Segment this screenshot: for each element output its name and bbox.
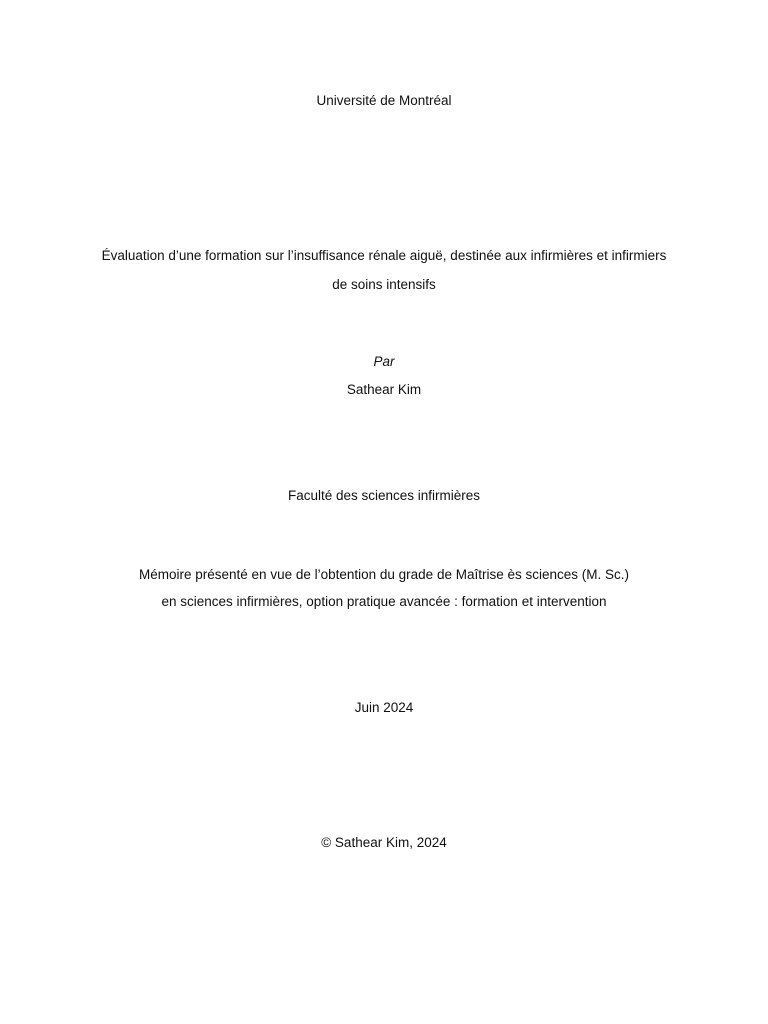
faculty-name: Faculté des sciences infirmières — [287, 488, 481, 503]
copyright-notice: © Sathear Kim, 2024 — [321, 835, 447, 850]
author-name: Sathear Kim — [346, 382, 422, 397]
thesis-title-line-1: Évaluation d’une formation sur l’insuffisance rénale aiguë, destinée aux infirmières et infirmiers — [101, 248, 667, 263]
university-name: Université de Montréal — [316, 93, 452, 108]
thesis-title-line-2: de soins intensifs — [332, 277, 436, 292]
degree-statement-line-1: Mémoire présenté en vue de l’obtention du grade de Maîtrise ès sciences (M. Sc.) — [139, 567, 629, 582]
degree-statement-line-2: en sciences infirmières, option pratique avancée : formation et intervention — [161, 594, 607, 609]
by-label: Par — [373, 354, 395, 369]
submission-date: Juin 2024 — [354, 700, 414, 715]
